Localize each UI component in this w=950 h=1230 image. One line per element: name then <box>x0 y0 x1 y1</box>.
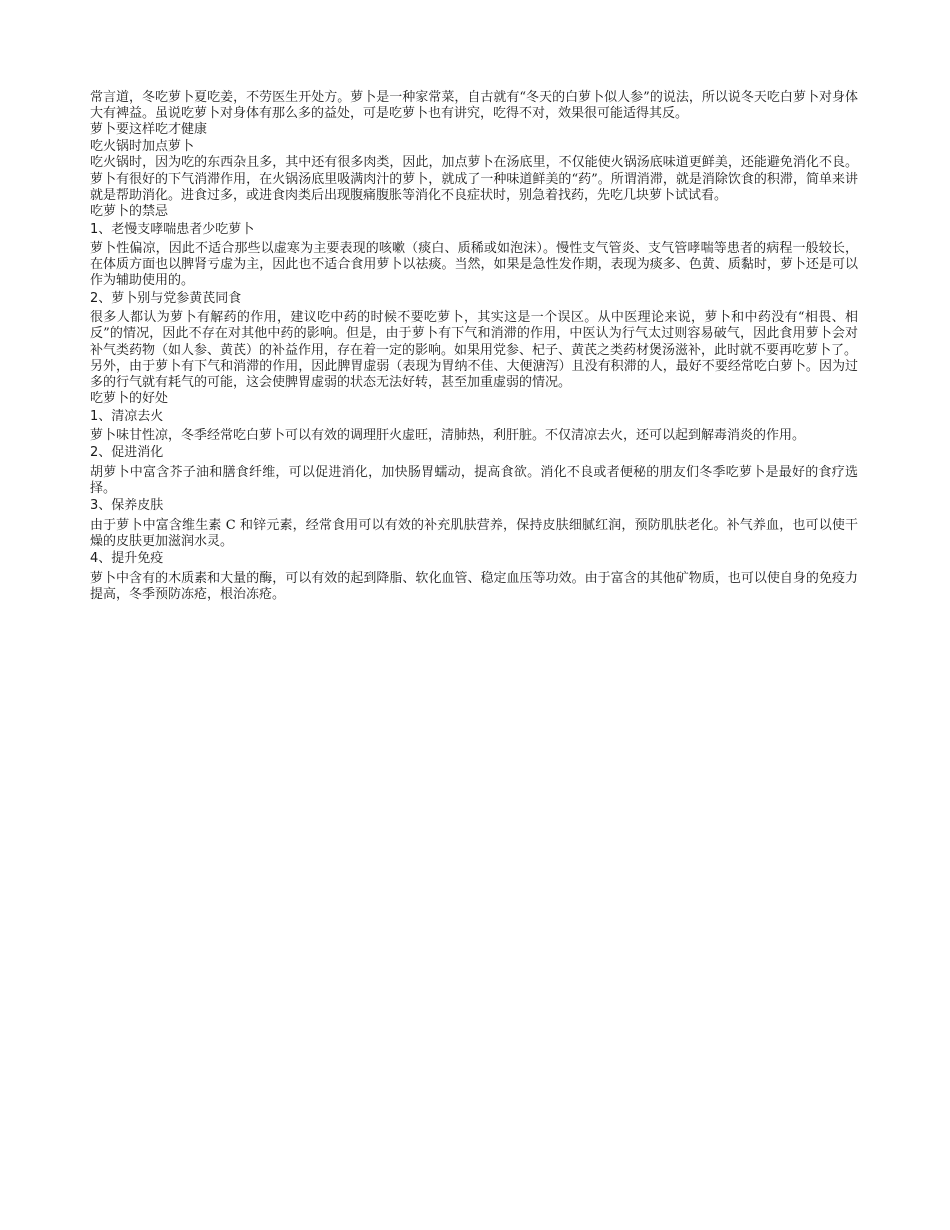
benefit-item-1-title: 1、清凉去火 <box>90 408 164 424</box>
section-title-benefits: 吃萝卜的好处 <box>90 391 169 407</box>
document-body <box>90 90 858 603</box>
taboo-item-2-title: 2、萝卜别与党参黄芪同食 <box>90 290 242 306</box>
taboo-extra-paragraph: 另外，由于萝卜有下气和消滞的作用，因此脾胃虚弱（表现为胃纳不佳、大便溏泻）且没有积滞的人，最好不要经常吃白萝卜。因为过多的行气就有耗气的可能，这会使脾胃虚弱的状态无法好转，甚至加重虚弱的情况。 <box>90 358 858 390</box>
benefit-item-2-title: 2、促进消化 <box>90 445 164 461</box>
benefit-item-2-paragraph: 胡萝卜中富含芥子油和膳食纤维，可以促进消化，加快肠胃蠕动，提高食欲。消化不良或者便秘的朋友们冬季吃萝卜是最好的食疗选择。 <box>90 464 858 497</box>
benefit-item-4-title: 4、提升免疫 <box>90 551 164 567</box>
section-title-taboos: 吃萝卜的禁忌 <box>90 204 169 220</box>
taboo-item-2-paragraph: 很多人都认为萝卜有解药的作用，建议吃中药的时候不要吃萝卜，其实这是一个误区。从中医理论来说，萝卜和中药没有“相畏、相反”的情况，因此不存在对其他中药的影响。但是，由于萝卜有下气和消滞的作用，中医认为行气太过则容易破气，因此食用萝卜会对补气类药物（如人参、黄芪）的补益作用，存在着一定的影响。如果用党参、杞子、黄芪之类药材煲汤滋补，此时就不要再吃萝卜了。 <box>90 310 858 358</box>
benefit-item-3-title: 3、保养皮肤 <box>90 498 164 514</box>
subheading-hotpot: 吃火锅时加点萝卜 <box>90 138 195 154</box>
section-title-healthy-eating: 萝卜要这样吃才健康 <box>90 122 208 138</box>
hotpot-paragraph: 吃火锅时，因为吃的东西杂且多，其中还有很多肉类，因此，加点萝卜在汤底里，不仅能使火锅汤底味道更鲜美，还能避免消化不良。萝卜有很好的下气消滞作用，在火锅汤底里吸满肉汁的萝卜，就成了一种味道鲜美的“药”。所谓消滞，就是消除饮食的积滞，简单来讲就是帮助消化。进食过多，或进食肉类后出现腹痛腹胀等消化不良症状时，别急着找药，先吃几块萝卜试试看。 <box>90 155 858 203</box>
benefit-item-4-paragraph: 萝卜中含有的木质素和大量的酶，可以有效的起到降脂、软化血管、稳定血压等功效。由于富含的其他矿物质，也可以使自身的免疫力提高，冬季预防冻疮，根治冻疮。 <box>90 570 858 602</box>
taboo-item-1-paragraph: 萝卜性偏凉，因此不适合那些以虚寒为主要表现的咳嗽（痰白、质稀或如泡沫）。慢性支气管炎、支气管哮喘等患者的病程一般较长，在体质方面也以脾肾亏虚为主，因此也不适合食用萝卜以祛痰。当然，如果是急性发作期，表现为痰多、色黄、质黏时，萝卜还是可以作为辅助使用的。 <box>90 241 858 289</box>
benefit-item-1-paragraph: 萝卜味甘性凉，冬季经常吃白萝卜可以有效的调理肝火虚旺，清肺热，利肝脏。不仅清凉去火，还可以起到解毒消炎的作用。 <box>90 428 806 444</box>
intro-paragraph: 常言道，冬吃萝卜夏吃姜，不劳医生开处方。萝卜是一种家常菜，自古就有“冬天的白萝卜似人参”的说法，所以说冬天吃白萝卜对身体大有裨益。虽说吃萝卜对身体有那么多的益处，可是吃萝卜也有讲究，吃得不对，效果很可能适得其反。 <box>90 90 858 122</box>
benefit-item-3-paragraph: 由于萝卜中富含维生素 C 和锌元素，经常食用可以有效的补充肌肤营养，保持皮肤细腻红润，预防肌肤老化。补气养血，也可以使干燥的皮肤更加滋润水灵。 <box>90 517 858 549</box>
taboo-item-1-title: 1、老慢支哮喘患者少吃萝卜 <box>90 221 255 237</box>
